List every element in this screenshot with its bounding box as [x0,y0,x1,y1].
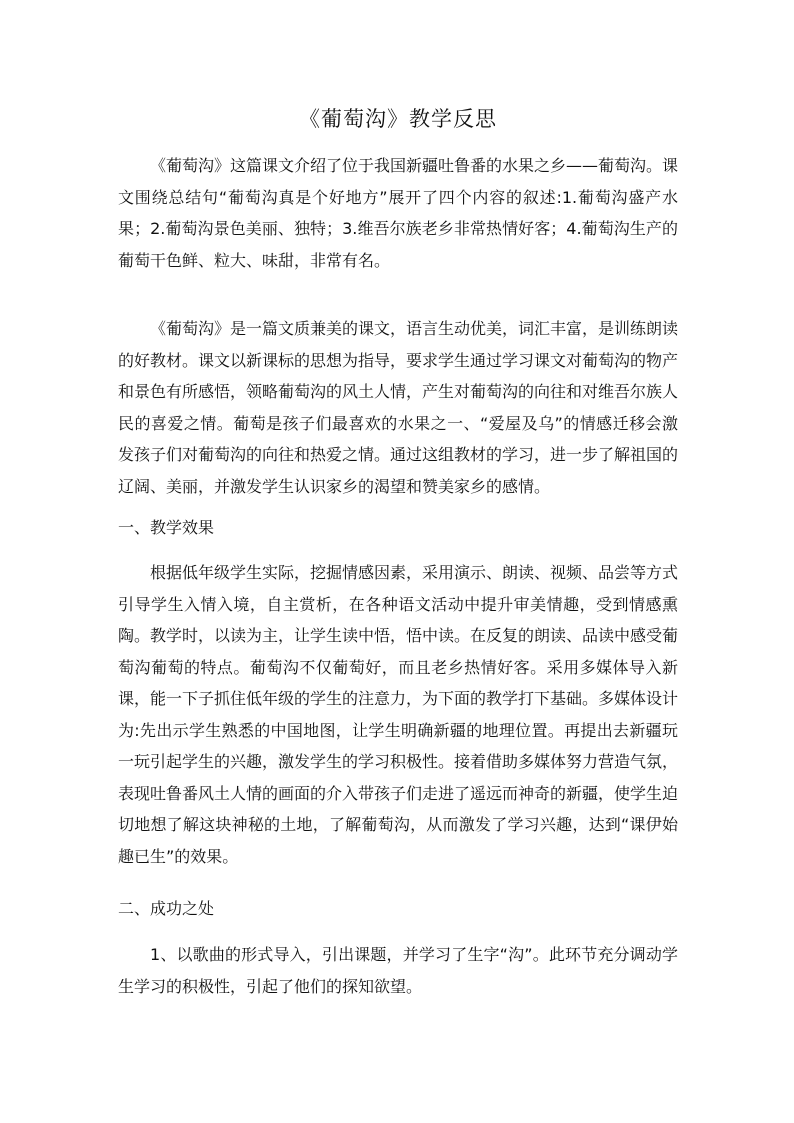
paragraph-intro: 《葡萄沟》这篇课文介绍了位于我国新疆吐鲁番的水果之乡——葡萄沟。课文围绕总结句“葡萄沟真是个好地方”展开了四个内容的叙述:1.葡萄沟盛产水果；2.葡萄沟景色美丽、独特；3.维吾尔族老乡非常热情好客；4.葡萄沟生产的葡萄干色鲜、粒大、味甜，非常有名。 [118,156,679,270]
section-heading-teaching-effect: 一、教学效果 [118,518,215,537]
paragraph-text-value: 《葡萄沟》是一篇文质兼美的课文，语言生动优美，词汇丰富，是训练朗读的好教材。课文以新课标的思想为指导，要求学生通过学习课文对葡萄沟的物产和景色有所感悟，领略葡萄沟的风土人情，产生对葡萄沟的向往和对维吾尔族人民的喜爱之情。葡萄是孩子们最喜欢的水果之一、“爱屋及乌”的情感迁移会激发孩子们对葡萄沟的向往和热爱之情。通过这组教材的学习，进一步了解祖国的辽阔、美丽，并激发学生认识家乡的渴望和赞美家乡的感情。 [118,319,679,496]
paragraph-success-1: 1、以歌曲的形式导入，引出课题，并学习了生字“沟”。此环节充分调动学生学习的积极性，引起了他们的探知欲望。 [118,945,678,996]
paragraph-teaching-effect: 根据低年级学生实际，挖掘情感因素，采用演示、朗读、视频、品尝等方式引导学生入情入境，自主赏析，在各种语文活动中提升审美情趣，受到情感熏陶。教学时，以读为主，让学生读中悟，悟中读。在反复的朗读、品读中感受葡萄沟葡萄的特点。葡萄沟不仅葡萄好，而且老乡热情好客。采用多媒体导入新课，能一下子抓住低年级的学生的注意力，为下面的教学打下基础。多媒体设计为:先出示学生熟悉的中国地图，让学生明确新疆的地理位置。再提出去新疆玩一玩引起学生的兴趣，激发学生的学习积极性。接着借助多媒体努力营造气氛，表现吐鲁番风土人情的画面的介入带孩子们走进了遥远而神奇的新疆，使学生迫切地想了解这块神秘的土地，了解葡萄沟，从而激发了学习兴趣，达到“课伊始趣已生”的效果。 [118,563,679,866]
document-title: 《葡萄沟》教学反思 [299,107,497,131]
section-heading-successes: 二、成功之处 [118,899,215,918]
